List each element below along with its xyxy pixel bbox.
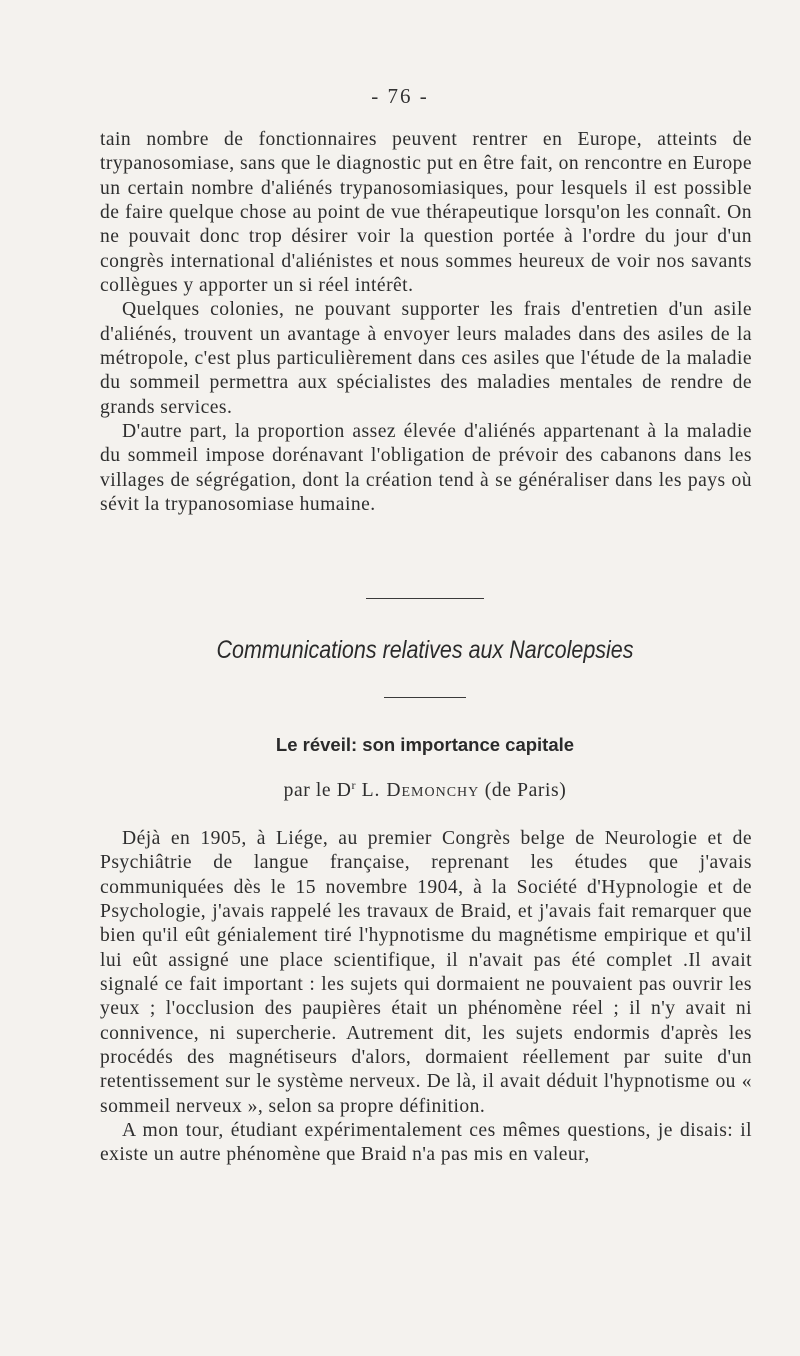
intro-paragraph: Quelques colonies, ne pouvant supporter les frais d'entretien d'un asile d'aliénés, trouvent un avantage à envoyer leurs malades dans des asiles de la métropole, c'est plus particulièrement dans ces asiles que l'étude de la maladie du sommeil permettra aux spécialistes des maladies mentales de rendre de grands services. [100,299,752,418]
heading-divider [384,697,466,698]
article-paragraph: Déjà en 1905, à Liége, au premier Congrès belge de Neurologie et de Psychiâtrie de langue française, reprenant les études que j'avais communiquées dès le 15 novembre 1904, à la Société d'Hypnologie et de Psychologie, j'avais rappelé les travaux de Braid, et j'avais fait remarquer que bien qu'il eût génialement tiré l'hypnotisme du magnétisme empirique et qu'il lui eût assigné une place scientifique, il n'avait pas été complet .Il avait signalé ce fait important : les sujets qui dormaient ne pouvaient pas ouvrir les yeux ; l'occlusion des paupières était un phénomène réel ; il n'y avait ni connivence, ni supercherie. Autrement dit, les sujets endormis d'après les procédés des magnétiseurs d'alors, dormaient réellement par suite d'un retentissement sur le système nerveux. De là, il avait déduit l'hypnotisme ou « sommeil nerveux », selon sa propre définition. [100,828,752,1117]
byline-author: L. Demonchy [361,780,480,801]
byline-location: (de Paris) [484,780,567,801]
article-title: Le réveil: son importance capitale [275,734,575,755]
byline-superscript: r [351,778,357,792]
intro-text [100,128,752,518]
byline-prefix: par le D [283,780,352,801]
article-byline [0,778,800,802]
page-number: - 76 - [371,84,429,108]
section-divider [366,598,484,599]
section-heading: Communications relatives aux Narcolepsies [216,636,634,664]
article-body [100,827,752,1168]
intro-paragraph: tain nombre de fonctionnaires peuvent rentrer en Europe, atteints de trypanosomiase, sans que le diagnostic put en être fait, on rencontre en Europe un certain nombre d'aliénés trypanosomiasiques, pour lesquels il est possible de faire quelque chose au point de vue thérapeutique lorsqu'on les connaît. On ne pouvait donc trop désirer voir la question portée à l'ordre du jour d'un congrès international d'aliénistes et nous sommes heureux de voir nos savants collègues y apporter un si réel intérêt. [100,129,752,297]
article-paragraph: A mon tour, étudiant expérimentalement ces mêmes questions, je disais: il existe un autre phénomène que Braid n'a pas mis en valeur, [100,1120,752,1166]
intro-paragraph: D'autre part, la proportion assez élevée d'aliénés appartenant à la maladie du sommeil impose dorénavant l'obligation de prévoir des cabanons dans les villages de ségrégation, dont la création tend à se généraliser dans les pays où sévit la trypanosomiase humaine. [100,421,752,516]
